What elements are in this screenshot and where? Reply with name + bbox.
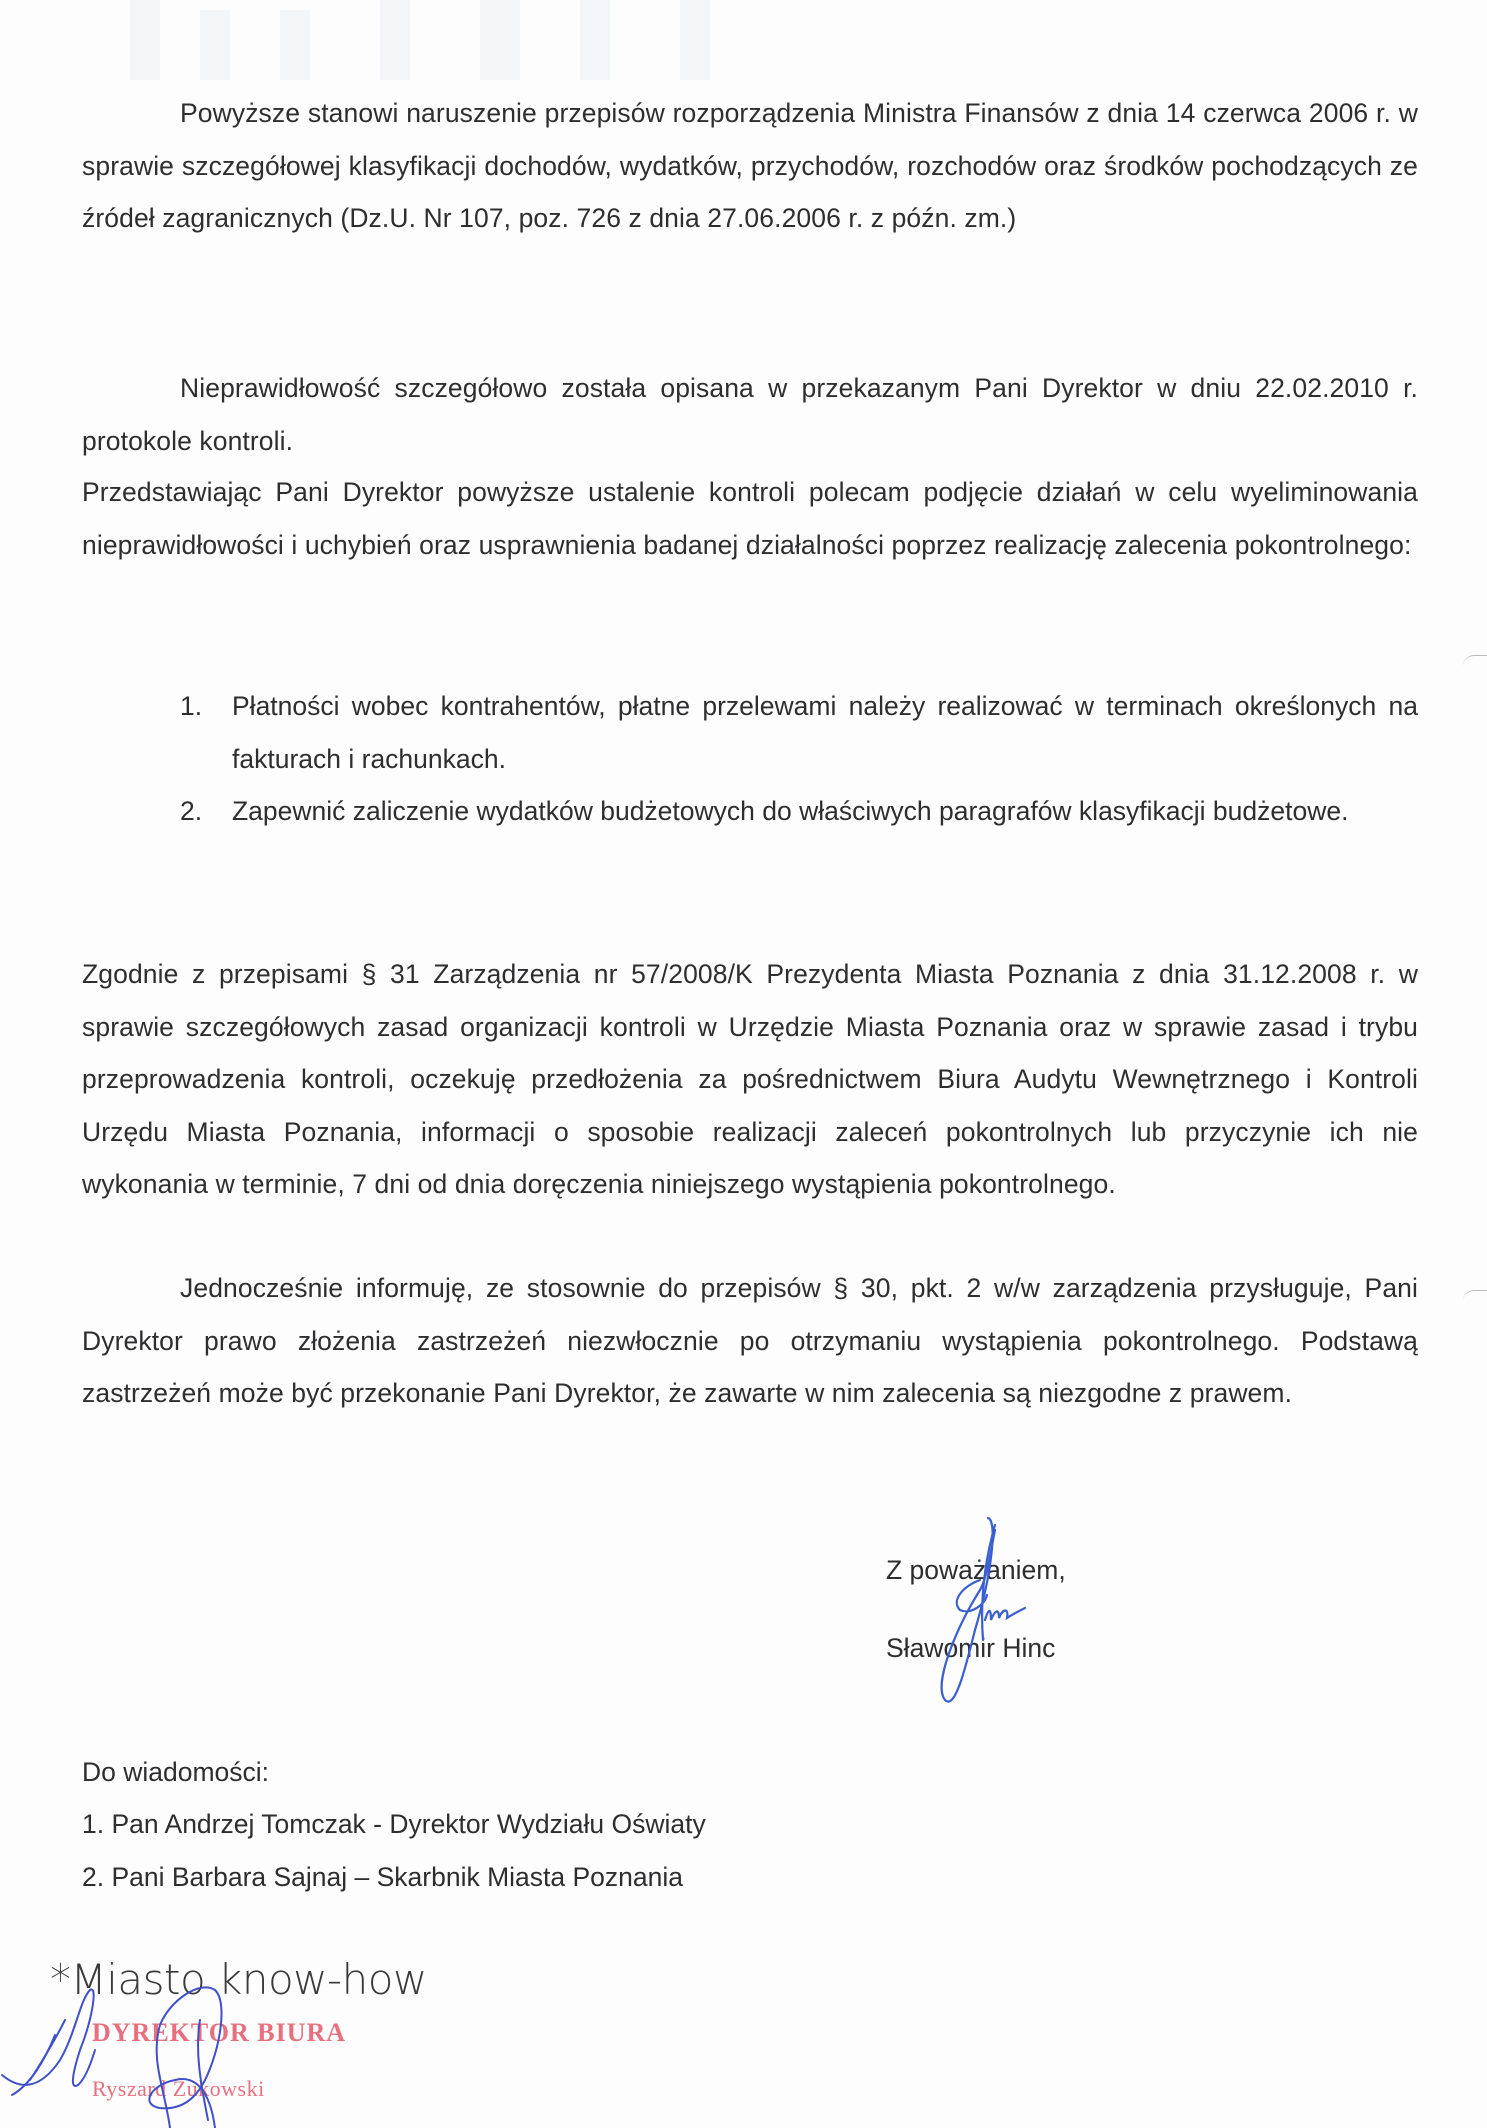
paragraph-regulation-violation: Powyższe stanowi naruszenie przepisów rozporządzenia Ministra Finansów z dnia 14 czerwca 2006 r. w sprawie szczegółowej klasyfikacji dochodów, wydatków, przychodów, rozchodów oraz środków pochodzących ze źródeł zagranicznych (Dz.U. Nr 107, poz. 726 z dnia 27.06.2006 r. z późn. zm.): [82, 98, 1418, 233]
signature-hinc: [925, 1510, 1075, 1710]
watermark-graphic: [80, 0, 780, 80]
closing-salutation: Z poważaniem,: [886, 1555, 1066, 1585]
paragraph-recommendation-intro: Przedstawiając Pani Dyrektor powyższe ustalenie kontroli polecam podjęcie działań w celu wyeliminowania nieprawidłowości i uchybień oraz usprawnienia badanej działalności poprzez realizację zalecenia pokontrolnego:: [82, 477, 1418, 560]
logo-text: Miasto know-how: [70, 1955, 427, 2004]
recommendation-item: [180, 680, 1418, 785]
recommendation-number: 2.: [180, 796, 203, 826]
scan-edge-mark: [1463, 655, 1487, 666]
signature-director: [0, 1980, 240, 2128]
recommendation-text: Zapewnić zaliczenie wydatków budżetowych do właściwych paragrafów klasyfikacji budżetowe.: [232, 796, 1349, 826]
cc-recipient: 1. Pan Andrzej Tomczak - Dyrektor Wydziału Oświaty: [82, 1809, 706, 1839]
recommendations-list: [180, 680, 1418, 838]
paragraph-objection-rights: Jednocześnie informuję, ze stosownie do przepisów § 30, pkt. 2 w/w zarządzenia przysługuje, Pani Dyrektor prawo złożenia zastrzeżeń niezwłocznie po otrzymaniu wystąpienia pokontrolnego. Podstawą zastrzeżeń może być przekonanie Pani Dyrektor, że zawarte w nim zalecenia są niezgodne z prawem.: [82, 1273, 1418, 1408]
paragraph-legal-basis: Zgodnie z przepisami § 31 Zarządzenia nr 57/2008/K Prezydenta Miasta Poznania z dnia 31.12.2008 r. w sprawie szczegółowych zasad organizacji kontroli w Urzędzie Miasta Poznania oraz w sprawie zasad i trybu przeprowadzenia kontroli, oczekuję przedłożenia za pośrednictwem Biura Audytu Wewnętrznego i Kontroli Urzędu Miasta Poznania, informacji o sposobie realizacji zaleceń pokontrolnych lub przyczynie ich nie wykonania w terminie, 7 dni od dnia doręczenia niniejszego wystąpienia pokontrolnego.: [82, 959, 1418, 1199]
logo-asterisk: *: [50, 1955, 71, 2004]
stamp-title: DYREKTOR BIURA: [92, 2018, 347, 2047]
recommendation-text: Płatności wobec kontrahentów, płatne przelewami należy realizować w terminach określonych na fakturach i rachunkach.: [232, 691, 1418, 774]
recommendation-item: [180, 785, 1418, 838]
signer-name: Sławomir Hinc: [886, 1633, 1056, 1663]
stamp-name: Ryszard Żukowski: [92, 2076, 265, 2101]
cc-recipient: 2. Pani Barbara Sajnaj – Skarbnik Miasta Poznania: [82, 1862, 684, 1892]
scan-edge-mark: [1463, 1290, 1487, 1301]
recommendation-number: 1.: [180, 691, 203, 721]
paragraph-irregularity-description: Nieprawidłowość szczegółowo została opisana w przekazanym Pani Dyrektor w dniu 22.02.2010 r. protokole kontroli.: [82, 373, 1418, 456]
cc-heading: Do wiadomości:: [82, 1757, 270, 1787]
